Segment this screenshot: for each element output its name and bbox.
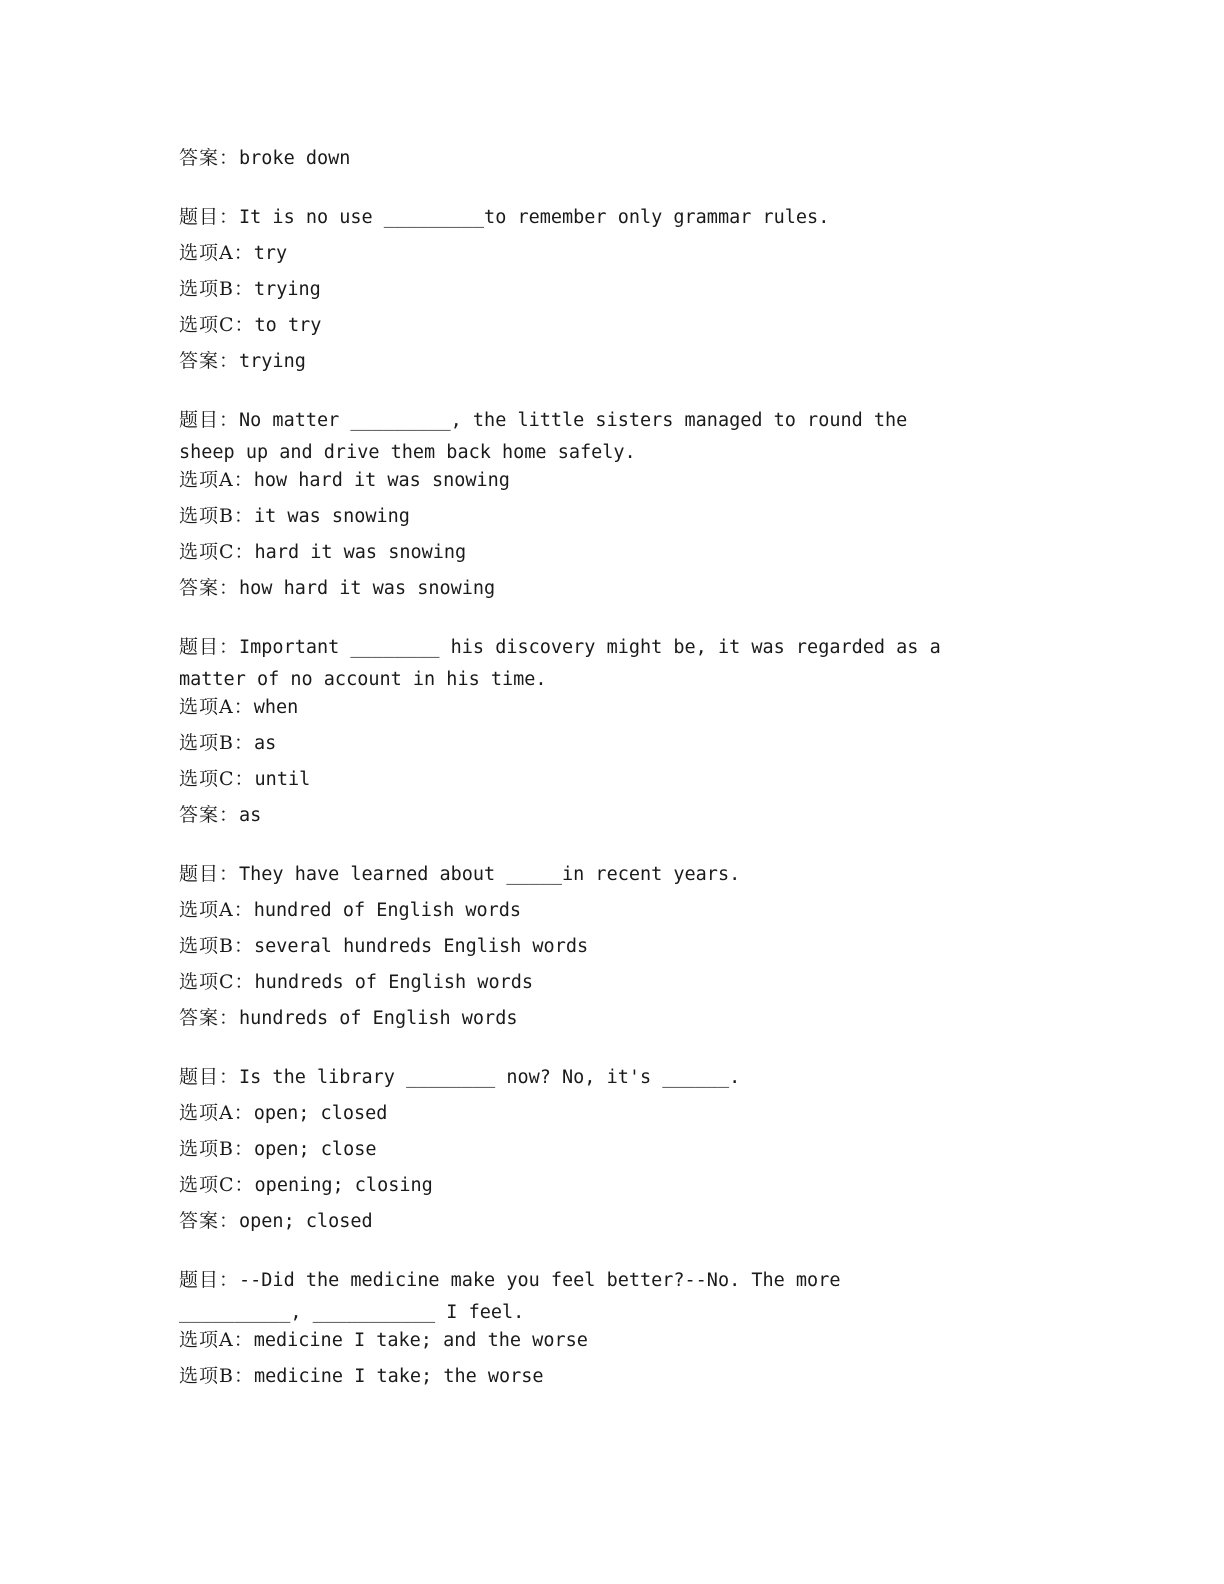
question-text: No matter _________, the little sisters managed to round the (239, 410, 908, 431)
question-line (179, 205, 829, 230)
question-text: Important ________ his discovery might be, it was regarded as a (239, 637, 941, 658)
answer-label: 答案： (179, 577, 240, 599)
answer-label: 答案： (179, 350, 240, 372)
option-c-text: hundreds of English words (254, 972, 533, 993)
question-continuation (179, 667, 547, 692)
option-c-text: opening; closing (254, 1175, 433, 1196)
option-c-text: hard it was snowing (254, 542, 467, 563)
question-text: Is the library ________ now? No, it's ______. (239, 1067, 741, 1088)
option-a-label: 选项A： (179, 242, 254, 264)
option-a-label: 选项A： (179, 1102, 254, 1124)
answer-label: 答案： (179, 1007, 240, 1029)
question-label: 题目： (179, 206, 240, 228)
option-c-label: 选项C： (179, 971, 255, 993)
question-text: It is no use _________to remember only grammar rules. (239, 207, 830, 228)
question-label: 题目： (179, 1269, 240, 1291)
question-label: 题目： (179, 409, 240, 431)
answer-text: trying (239, 351, 306, 372)
option-b-text: several hundreds English words (253, 936, 589, 957)
question-text-continued: matter of no account in his time. (179, 669, 547, 690)
option-b-label: 选项B： (179, 732, 254, 754)
option-a-line (179, 1328, 588, 1353)
option-a-label: 选项A： (179, 1329, 254, 1351)
option-b-text: trying (253, 279, 321, 300)
option-b-line (179, 504, 410, 529)
answer-line (179, 349, 306, 374)
answer-line (179, 803, 261, 828)
answer-line (179, 1006, 517, 1031)
answer-label: 答案： (179, 804, 240, 826)
option-c-line (179, 970, 533, 995)
question-text: They have learned about _____in recent years. (239, 864, 741, 885)
option-c-line (179, 313, 321, 338)
question-continuation (179, 1300, 524, 1325)
answer-text: broke down (239, 148, 351, 169)
question-line (179, 408, 907, 433)
question-line (179, 635, 941, 660)
option-a-line (179, 695, 298, 720)
answer-line (179, 146, 350, 171)
option-b-line (179, 731, 276, 756)
option-b-label: 选项B： (179, 505, 254, 527)
option-b-label: 选项B： (179, 278, 254, 300)
option-b-line (179, 277, 321, 302)
option-c-line (179, 767, 310, 792)
option-b-text: as (253, 733, 277, 754)
option-a-label: 选项A： (179, 899, 254, 921)
option-a-line (179, 898, 521, 923)
option-b-label: 选项B： (179, 935, 254, 957)
answer-label: 答案： (179, 147, 240, 169)
option-a-text: hundred of English words (253, 900, 522, 921)
option-b-text: open; close (253, 1139, 377, 1160)
question-line (179, 1268, 840, 1293)
option-a-text: when (253, 697, 299, 718)
answer-text: hundreds of English words (239, 1008, 518, 1029)
question-continuation (179, 440, 636, 465)
option-a-text: medicine I take; and the worse (253, 1330, 588, 1351)
option-b-line (179, 1137, 377, 1162)
option-a-label: 选项A： (179, 469, 254, 491)
answer-text: open; closed (239, 1211, 373, 1232)
question-label: 题目： (179, 636, 240, 658)
question-text-continued: sheep up and drive them back home safely. (179, 442, 636, 463)
option-a-label: 选项A： (179, 696, 254, 718)
option-c-label: 选项C： (179, 541, 255, 563)
question-line (179, 1065, 740, 1090)
answer-text: how hard it was snowing (239, 578, 496, 599)
option-b-text: it was snowing (253, 506, 410, 527)
option-c-text: to try (254, 315, 322, 336)
question-label: 题目： (179, 863, 240, 885)
option-b-text: medicine I take; the worse (253, 1366, 544, 1387)
option-a-line (179, 468, 510, 493)
question-text-continued: __________, ___________ I feel. (179, 1302, 525, 1323)
answer-line (179, 1209, 373, 1234)
question-line (179, 862, 740, 887)
option-c-text: until (254, 769, 311, 790)
option-b-line (179, 1364, 544, 1389)
option-c-line (179, 540, 466, 565)
option-c-label: 选项C： (179, 768, 255, 790)
option-a-text: how hard it was snowing (253, 470, 510, 491)
option-c-label: 选项C： (179, 1174, 255, 1196)
option-a-line (179, 241, 287, 266)
option-a-text: open; closed (253, 1103, 388, 1124)
option-c-label: 选项C： (179, 314, 255, 336)
option-b-label: 选项B： (179, 1138, 254, 1160)
option-b-label: 选项B： (179, 1365, 254, 1387)
answer-label: 答案： (179, 1210, 240, 1232)
question-text: --Did the medicine make you feel better?--No. The more (239, 1270, 841, 1291)
answer-line (179, 576, 495, 601)
option-b-line (179, 934, 588, 959)
answer-text: as (239, 805, 262, 826)
question-label: 题目： (179, 1066, 240, 1088)
option-c-line (179, 1173, 433, 1198)
option-a-line (179, 1101, 387, 1126)
option-a-text: try (253, 243, 288, 264)
